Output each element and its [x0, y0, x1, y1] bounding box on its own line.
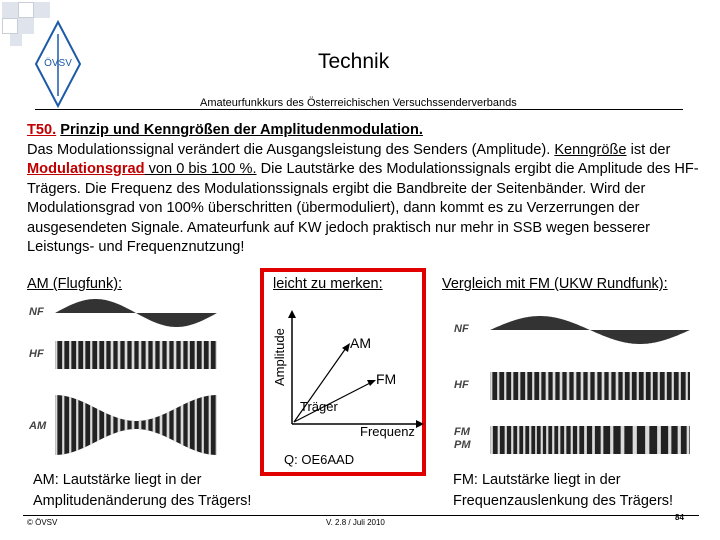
section-heading: Prinzip und Kenngrößen der Amplitudenmodulation.: [60, 122, 423, 138]
fm-waveform-figure: [450, 300, 696, 460]
modulation-range: von 0 bis 100 %.: [144, 161, 257, 177]
fm-label: Vergleich mit FM (UKW Rundfunk):: [442, 276, 668, 292]
body-text-2: ist der: [626, 141, 671, 158]
wave-envelope: [55, 395, 217, 455]
am-wave-label: AM: [29, 420, 47, 432]
mnemonic-fm: FM: [376, 371, 397, 387]
body-text-1: Das Modulationssignal verändert die Ausgangsleistung des Senders (Amplitude).: [27, 141, 555, 158]
logo-text: ÖVSV: [44, 58, 72, 69]
deco-square: [10, 34, 22, 46]
header-divider: [35, 109, 683, 110]
axis-amplitude: Amplitude: [272, 328, 287, 386]
nf-waveform: [55, 299, 217, 327]
kenngroesse-term: Kenngröße: [554, 141, 627, 158]
wave-envelope: [55, 341, 217, 369]
hf-waveform: [490, 372, 690, 400]
mnemonic-carrier: Träger: [300, 399, 338, 414]
deco-square: [18, 2, 34, 18]
footer-divider: [23, 515, 699, 516]
am-note: AM: Lautstärke liegt in der Amplitudenänderung des Trägers!: [33, 472, 252, 509]
nf-label: NF: [29, 306, 44, 318]
mnemonic-callsign: Q: OE6AAD: [284, 452, 355, 467]
mnemonic-label: leicht zu merken:: [273, 276, 383, 292]
am-label: AM (Flugfunk):: [27, 276, 123, 292]
hf-waveform: [55, 341, 217, 369]
page-number: 84: [675, 513, 684, 522]
nf-sine: [490, 316, 690, 344]
section-id: T50.: [27, 122, 57, 138]
hf-label: HF: [454, 379, 469, 391]
modulationsgrad-term: Modulationsgrad: [27, 161, 145, 177]
axis-frequenz: Frequenz: [360, 424, 415, 439]
pm-wave-label: PM: [454, 439, 471, 451]
mnemonic-am: AM: [350, 335, 371, 351]
page-subtitle: Amateurfunkkurs des Österreichischen Versuchssenderverbands: [200, 97, 517, 109]
footer-copyright: © ÖVSV: [27, 518, 58, 527]
fm-waveform: [490, 426, 690, 454]
deco-square: [2, 18, 18, 34]
fm-wave-label: FM: [454, 426, 470, 438]
am-waveform: [55, 395, 217, 455]
deco-square: [2, 2, 18, 18]
mnemonic-diagram: [266, 310, 424, 472]
hf-label: HF: [29, 348, 44, 360]
fm-note: FM: Lautstärke liegt in der Frequenzauslenkung des Trägers!: [453, 472, 674, 509]
deco-square: [34, 2, 50, 18]
nf-sine: [55, 299, 217, 327]
body-text-3: Die Lautstärke des Modulationssignals ergibt die Amplitude des HF-Trägers. Die Frequenz des Modulationssignals ergibt die Bandbreite der Seitenbänder. Wird der Modulationsgrad von 100% überschritten (übermoduliert), dann kommt es zu Verzerrungen der ausgesendeten Signale. Amateurfunk auf KW jedoch praktisch nur mehr in SSB wegen besserer Leistungs- und Frequenznutzung!: [27, 161, 699, 255]
body-text: [27, 121, 707, 258]
nf-label: NF: [454, 323, 469, 335]
nf-waveform: [490, 316, 690, 344]
footer-version: V. 2.8 / Juli 2010: [326, 518, 385, 527]
am-waveform-figure: [27, 295, 227, 465]
page-title: Technik: [318, 50, 390, 73]
oevsv-logo: [32, 20, 84, 108]
